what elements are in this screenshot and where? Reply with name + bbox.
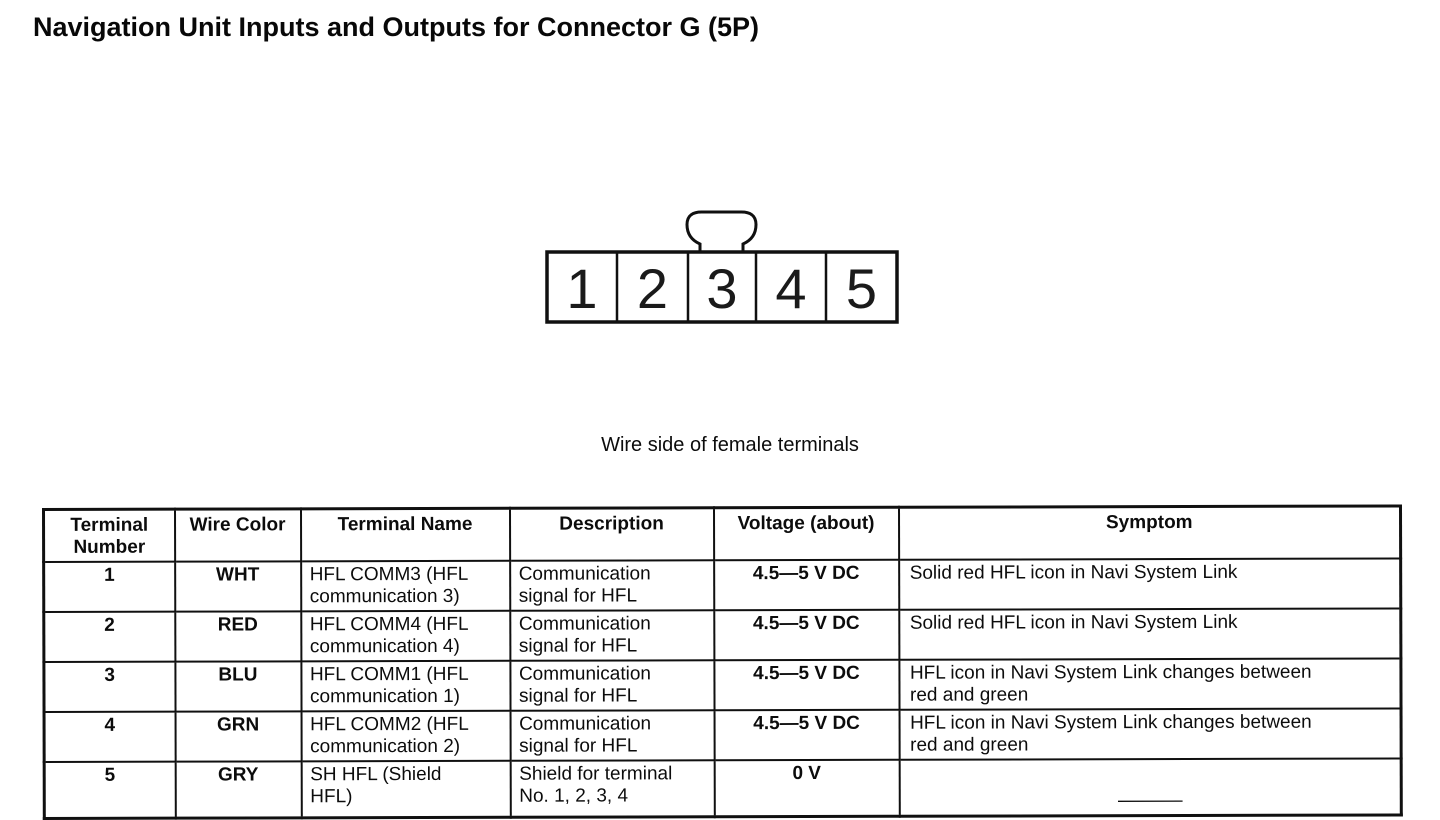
cell-wire-color: RED [175,611,301,661]
page-title: Navigation Unit Inputs and Outputs for Connector G (5P) [33,12,759,42]
cell-terminal-name: HFL COMM4 (HFL communication 4) [301,611,510,662]
pin-number-5: 5 [845,257,878,320]
cell-voltage: 0 V [714,760,899,817]
cell-description: Communication signal for HFL [510,660,714,711]
col-header-description: Description [510,508,714,561]
table-row [44,658,1401,712]
cell-symptom: HFL icon in Navi System Link changes between red and green [899,658,1401,709]
cell-description: Communication signal for HFL [510,710,714,761]
pin-number-1: 1 [566,257,598,320]
cell-symptom: Solid red HFL icon in Navi System Link [899,558,1401,609]
pin-number-4: 4 [775,257,807,320]
pin-number-2: 2 [636,257,669,320]
cell-description: Shield for terminal No. 1, 2, 3, 4 [510,760,714,817]
no-symptom-dash: — [1117,790,1183,812]
connector-lock-tab-icon [687,212,756,252]
cell-symptom: HFL icon in Navi System Link changes between red and green [899,708,1401,759]
cell-terminal-name: HFL COMM3 (HFL communication 3) [301,561,510,612]
pin-number-3: 3 [706,257,738,320]
cell-wire-color: GRY [175,761,301,818]
col-header-terminal-number: Terminal Number [44,509,175,562]
cell-voltage: 4.5—5 V DC [714,710,899,760]
cell-symptom-none [899,758,1401,816]
cell-terminal-name: HFL COMM2 (HFL communication 2) [301,711,510,762]
cell-terminal-number: 4 [44,712,175,762]
table-row [44,758,1401,818]
cell-terminal-number: 3 [44,662,175,712]
cell-voltage: 4.5—5 V DC [714,660,899,710]
table-row [44,558,1401,612]
table-row [44,708,1401,762]
cell-symptom: Solid red HFL icon in Navi System Link [899,608,1401,659]
connector-diagram [540,205,900,325]
cell-voltage: 4.5—5 V DC [714,610,899,660]
col-header-wire-color: Wire Color [175,509,301,562]
cell-wire-color: BLU [175,661,301,711]
cell-description: Communication signal for HFL [510,610,714,661]
cell-wire-color: WHT [175,561,301,611]
table-header-row [44,506,1401,562]
cell-terminal-number: 1 [44,562,175,612]
connector-caption: Wire side of female terminals [601,434,859,456]
col-header-terminal-name: Terminal Name [301,508,510,561]
col-header-voltage: Voltage (about) [714,507,899,560]
cell-terminal-number: 5 [44,762,175,819]
table-row [44,608,1401,662]
cell-terminal-name: SH HFL (Shield HFL) [301,761,510,818]
cell-voltage: 4.5—5 V DC [714,560,899,610]
connector-io-table [42,504,1403,820]
cell-description: Communication signal for HFL [510,560,714,611]
cell-wire-color: GRN [175,711,301,761]
cell-terminal-number: 2 [44,612,175,662]
connector-g-5p-drawing [540,205,900,325]
col-header-symptom: Symptom [899,506,1401,560]
cell-terminal-name: HFL COMM1 (HFL communication 1) [301,661,510,712]
